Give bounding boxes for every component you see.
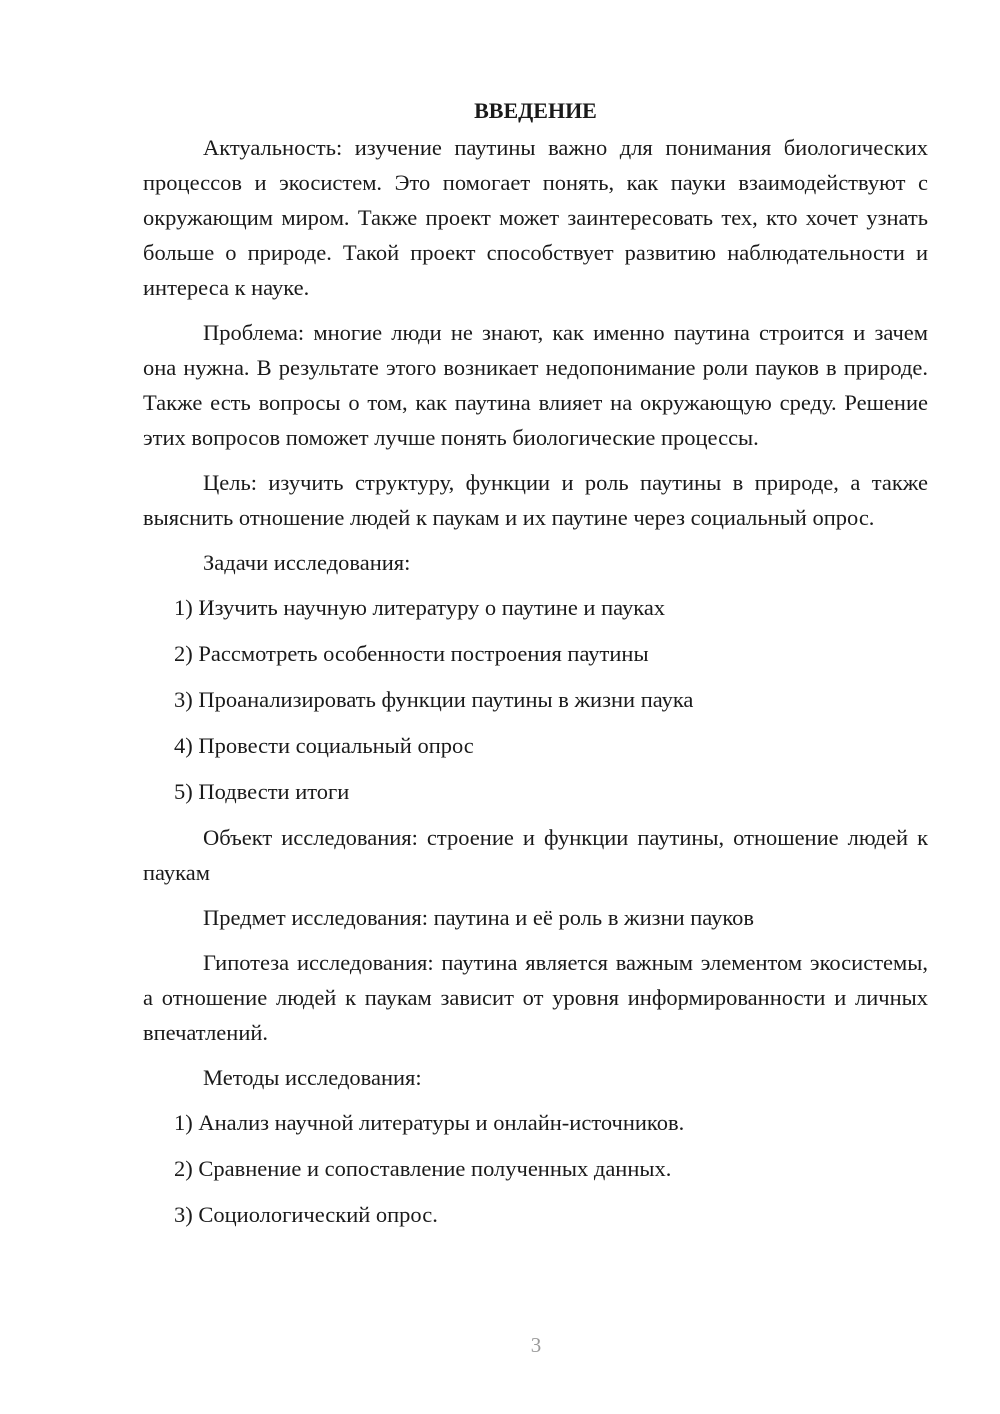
methods-heading: Методы исследования: (203, 1065, 422, 1090)
list-item: 2) Рассмотреть особенности построения паутины (174, 641, 649, 666)
tasks-list (143, 590, 928, 809)
goal-paragraph: Цель: изучить структуру, функции и роль паутины в природе, а также выяснить отношение людей к паукам и их паутине через социальный опрос. (143, 470, 928, 530)
list-item: 3) Социологический опрос. (174, 1202, 438, 1227)
document-body (143, 96, 928, 1243)
list-item: 2) Сравнение и сопоставление полученных данных. (174, 1156, 672, 1181)
subject-paragraph: Предмет исследования: паутина и её роль в жизни пауков (203, 905, 755, 930)
list-item: 4) Провести социальный опрос (174, 733, 474, 758)
tasks-heading: Задачи исследования: (203, 550, 411, 575)
problem-paragraph: Проблема: многие люди не знают, как именно паутина строится и зачем она нужна. В результате этого возникает недопонимание роли пауков в природе. Также есть вопросы о том, как паутина влияет на окружающую среду. Решение этих вопросов поможет лучше понять биологические процессы. (143, 320, 928, 450)
methods-list (143, 1105, 928, 1232)
hypothesis-paragraph: Гипотеза исследования: паутина является важным элементом экосистемы, а отношение людей к паукам зависит от уровня информированности и личных впечатлений. (143, 950, 928, 1045)
list-item: 3) Проанализировать функции паутины в жизни паука (174, 687, 694, 712)
object-paragraph: Объект исследования: строение и функции паутины, отношение людей к паукам (143, 825, 928, 885)
list-item: 1) Изучить научную литературу о паутине и пауках (174, 595, 666, 620)
list-item: 1) Анализ научной литературы и онлайн-источников. (174, 1110, 685, 1135)
relevance-paragraph: Актуальность: изучение паутины важно для понимания биологических процессов и экосистем. Это помогает понять, как пауки взаимодействуют с окружающим миром. Также проект может заинтересовать тех, кто хочет узнать больше о природе. Такой проект способствует развитию наблюдательности и интереса к науке. (143, 135, 928, 300)
page-title: ВВЕДЕНИЕ (474, 98, 597, 123)
list-item: 5) Подвести итоги (174, 779, 350, 804)
page-number: 3 (530, 1333, 542, 1357)
